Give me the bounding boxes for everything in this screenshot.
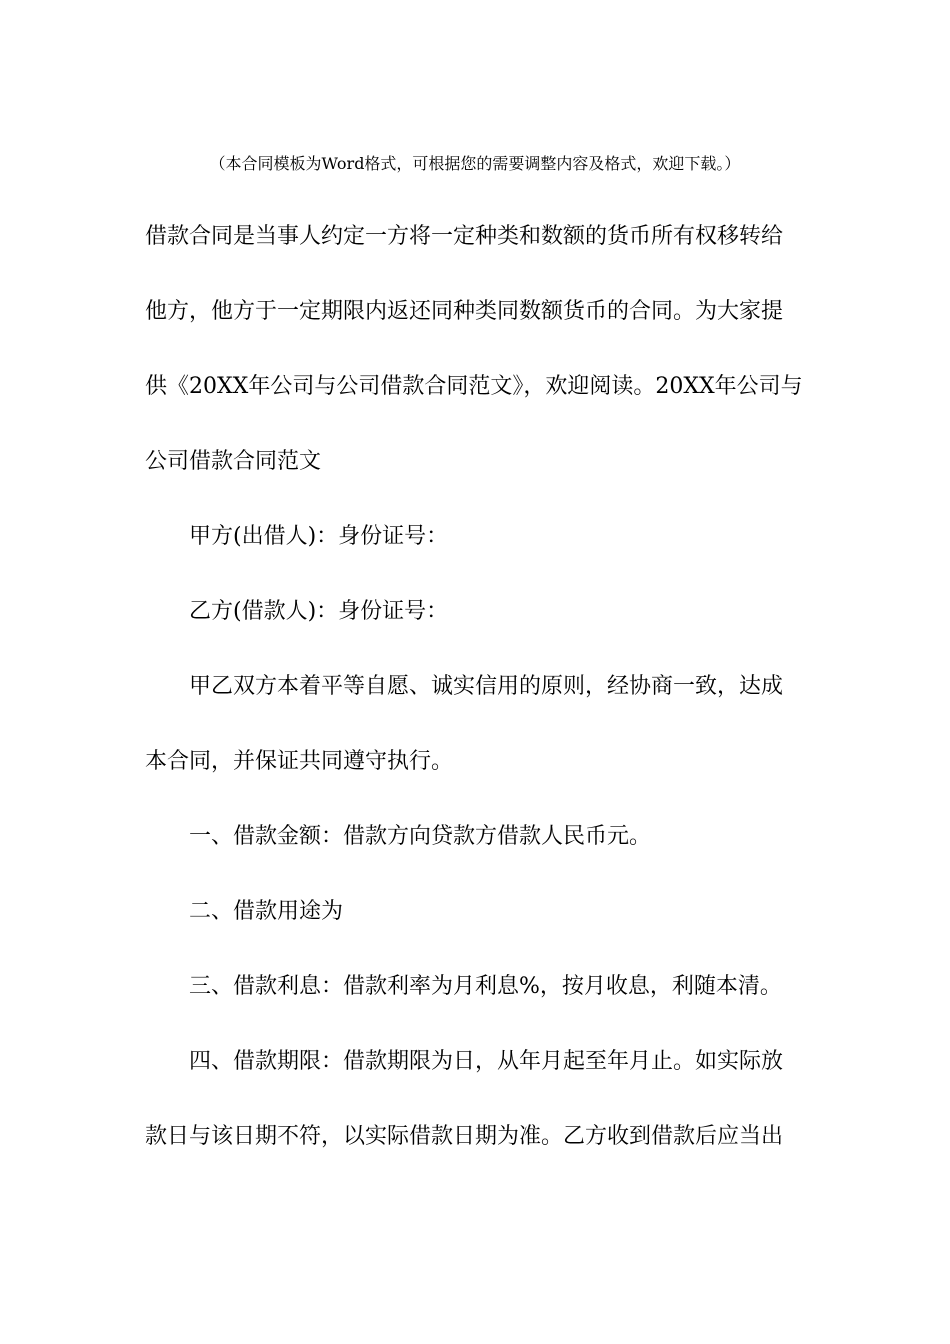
clause-3: 三、借款利息：借款利率为月利息%，按月收息，利随本清。 [189, 974, 782, 999]
clause-4-line-1: 四、借款期限：借款期限为日，从年月起至年月止。如实际放 [189, 1049, 784, 1074]
intro-line-1: 借款合同是当事人约定一方将一定种类和数额的货币所有权移转给 [145, 224, 784, 249]
lender-line: 甲方(出借人)：身份证号： [189, 524, 449, 549]
template-note: （本合同模板为Word格式，可根据您的需要调整内容及格式，欢迎下载。） [209, 154, 741, 173]
intro-line-3: 供《20XX年公司与公司借款合同范文》，欢迎阅读。20XX年公司与 [145, 374, 803, 399]
clause-4-line-2: 款日与该日期不符，以实际借款日期为准。乙方收到借款后应当出 [145, 1124, 784, 1149]
clause-2: 二、借款用途为 [189, 899, 344, 924]
agreement-line-1: 甲乙双方本着平等自愿、诚实信用的原则，经协商一致，达成 [189, 674, 784, 699]
agreement-line-2: 本合同，并保证共同遵守执行。 [145, 749, 454, 774]
clause-1: 一、借款金额：借款方向贷款方借款人民币元。 [189, 824, 652, 849]
intro-line-2: 他方，他方于一定期限内返还同种类同数额货币的合同。为大家提 [145, 299, 784, 324]
borrower-line: 乙方(借款人)：身份证号： [189, 599, 449, 624]
intro-line-4: 公司借款合同范文 [145, 449, 322, 474]
